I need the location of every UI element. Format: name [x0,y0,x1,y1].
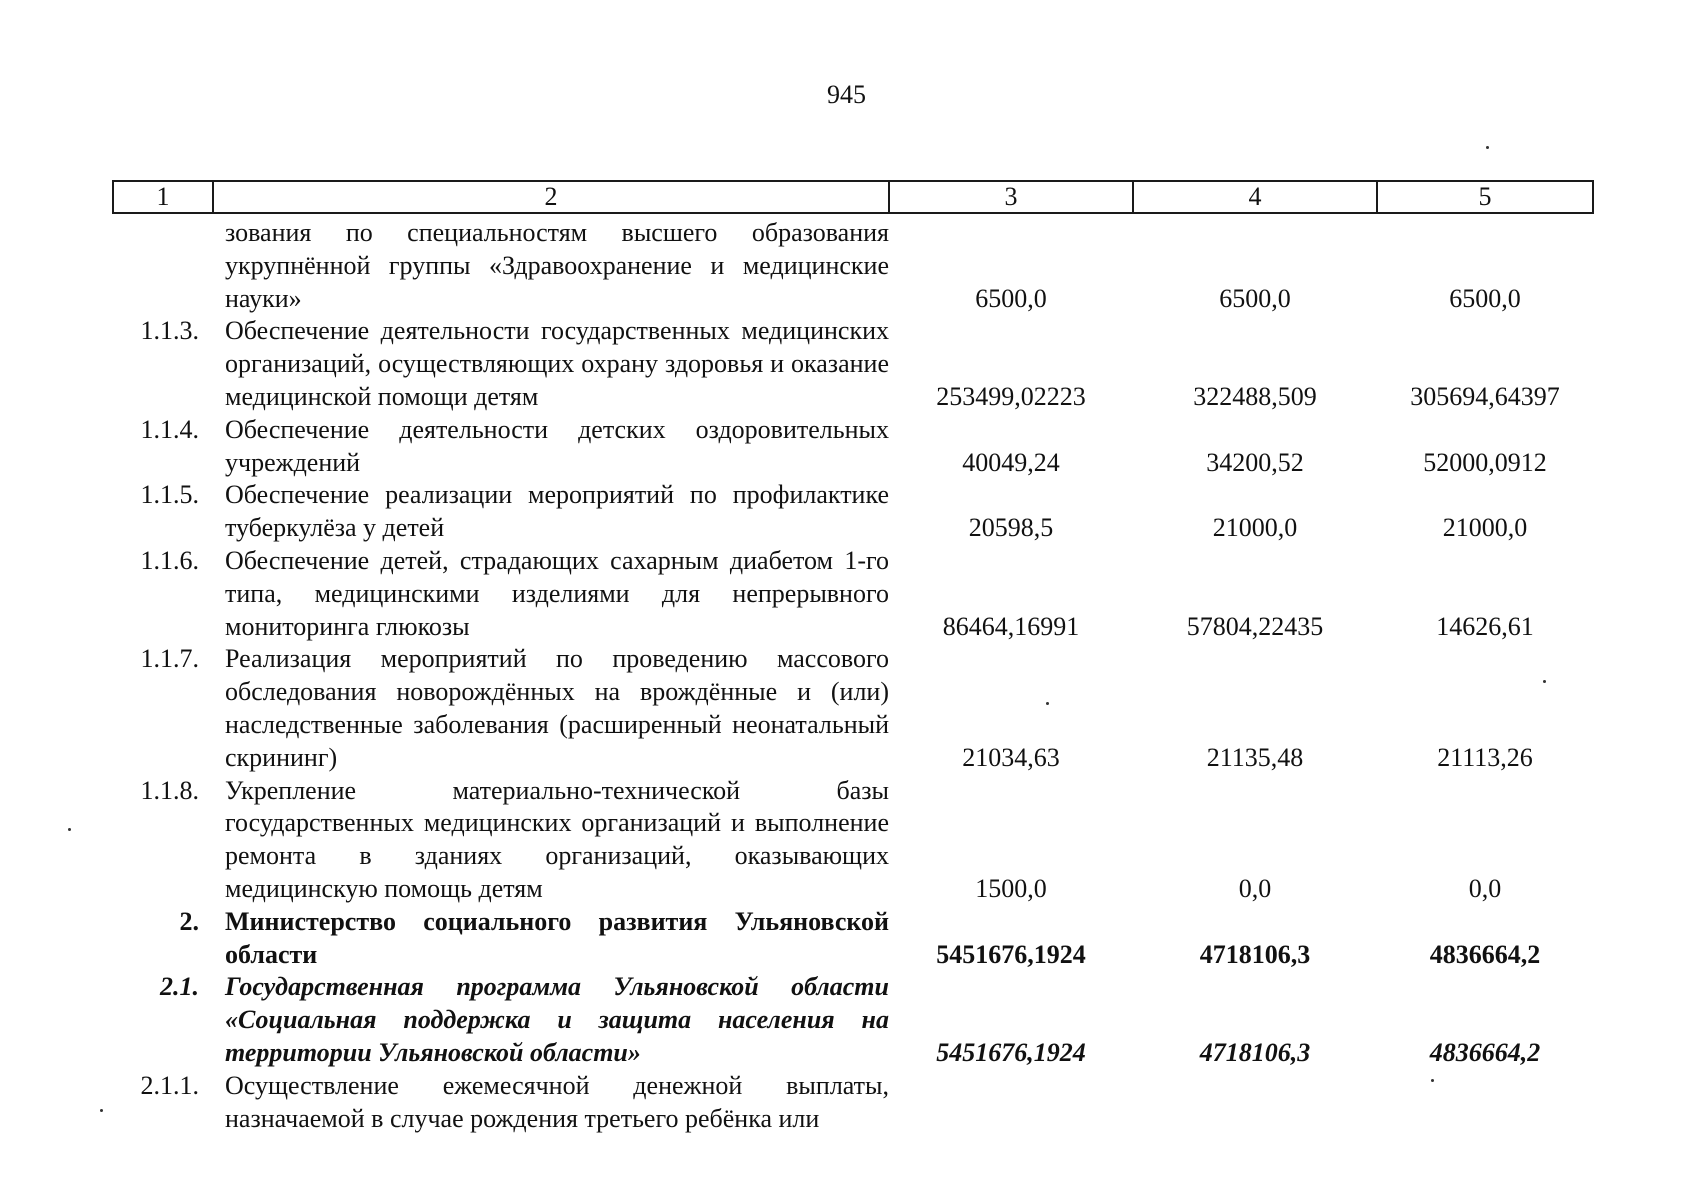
scan-speck [1046,702,1049,705]
row-name: Обеспечение детей, страдающих сахарным диабетом 1-го типа, медицинскими изделиями для непрерывного мониторинга глюкозы [225,545,889,641]
row-name: Государственная программа Ульяновской области «Социальная поддержка и защита населения на территории Ульяновской области» [225,972,889,1067]
row-value-col3: 86464,16991 [942,611,1080,641]
page-number: 945 [827,80,866,109]
row-number [113,213,213,315]
row-value-col4: 6500,0 [1219,283,1291,313]
header-col-3: 3 [889,181,1133,213]
row-number: 1.1.4. [140,414,199,444]
row-value-col5: 305694,64397 [1410,381,1560,411]
row-name: Министерство социального развития Ульяновской области [225,906,889,969]
row-value-col5: 52000,0912 [1423,447,1547,477]
row-name: Реализация мероприятий по проведению массового обследования новорождённых на врождённые и (или) наследственные заболевания (расширенный неонатальный скрининг) [225,644,889,772]
table-row [113,775,1593,906]
table-row [113,643,1593,774]
row-number: 2.1.1. [140,1070,199,1100]
row-value-col4: 4718106,3 [1199,1037,1311,1067]
row-value-col4: 4718106,3 [1199,939,1311,969]
table-row [113,213,1593,315]
table-row [113,1070,1593,1136]
row-name: Осуществление ежемесячной денежной выплаты, назначаемой в случае рождения третьего ребёнка или [225,1070,889,1133]
row-number: 2. [179,906,199,936]
row-number: 1.1.6. [140,545,199,575]
row-name: Обеспечение реализации мероприятий по профилактике туберкулёза у детей [225,480,889,543]
scan-speck [68,828,71,831]
row-name: Обеспечение деятельности государственных медицинских организаций, осуществляющих охрану здоровья и оказание медицинской помощи детям [225,316,889,411]
header-col-5: 5 [1377,181,1593,213]
scan-speck [100,1109,103,1112]
row-value-col4: 21135,48 [1206,742,1304,772]
row-value-col3: 40049,24 [962,447,1060,477]
row-value-col3: 21034,63 [962,742,1060,772]
row-value-col4: 322488,509 [1193,381,1317,411]
row-number: 1.1.8. [140,775,199,805]
row-value-col5: 4836664,2 [1429,1037,1541,1067]
row-value-col4: 34200,52 [1206,447,1304,477]
table-row [113,315,1593,413]
row-value-col4: 21000,0 [1212,513,1298,543]
row-name: зования по специальностям высшего образования укрупнённой группы «Здравоохранение и медицинские науки» [225,218,889,313]
budget-table-sheet [112,180,1592,1135]
row-value-col4 [1133,1070,1377,1136]
table-row [113,479,1593,545]
row-number: 1.1.5. [140,480,199,510]
row-value-col4: 0,0 [1238,873,1272,903]
row-value-col4: 57804,22435 [1186,611,1324,641]
row-value-col3: 5451676,1924 [936,1037,1086,1067]
scan-speck [1431,1079,1434,1082]
table-row [113,414,1593,480]
row-value-col5: 6500,0 [1449,283,1521,313]
row-value-col5: 4836664,2 [1429,939,1541,969]
row-value-col5 [1377,1070,1593,1136]
scan-speck [1543,680,1546,683]
table-row [113,906,1593,972]
row-name: Укрепление материально-технической базы государственных медицинских организаций и выполнение ремонта в зданиях организаций, оказывающих медицинскую помощь детям [225,775,889,903]
row-value-col5: 21000,0 [1442,513,1528,543]
header-row [113,181,1593,213]
header-col-1: 1 [113,181,213,213]
row-number: 1.1.3. [140,316,199,346]
scan-speck [1486,146,1489,149]
row-name: Обеспечение деятельности детских оздоровительных учреждений [225,414,889,477]
row-value-col5: 0,0 [1468,873,1502,903]
table-header [113,181,1593,213]
row-value-col3: 6500,0 [975,283,1047,313]
row-value-col3: 5451676,1924 [936,939,1086,969]
row-value-col3 [889,1070,1133,1136]
row-value-col5: 14626,61 [1436,611,1534,641]
row-value-col3: 20598,5 [968,513,1054,543]
header-col-2: 2 [213,181,889,213]
table-row [113,971,1593,1069]
row-number: 2.1. [160,972,199,1002]
table-body [113,213,1593,1135]
row-value-col5: 21113,26 [1437,742,1533,772]
row-number: 1.1.7. [140,644,199,674]
row-value-col3: 253499,02223 [936,381,1086,411]
budget-table [112,180,1594,1135]
table-row [113,545,1593,643]
header-col-4: 4 [1133,181,1377,213]
row-value-col3: 1500,0 [975,873,1047,903]
